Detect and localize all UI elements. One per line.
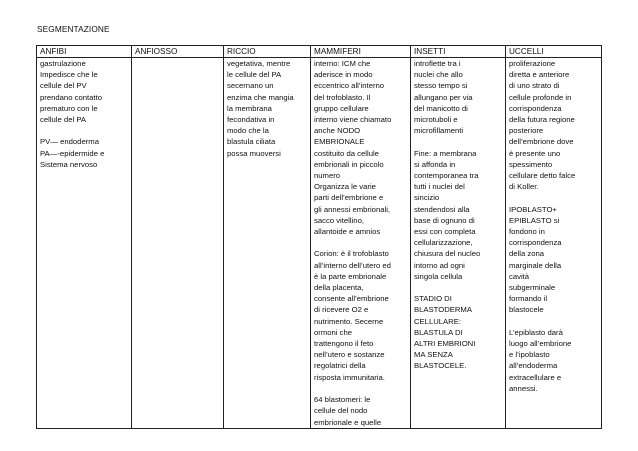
cell-uccelli-text: proliferazione diretta e anteriore di uno strato di cellule profonde in corrispondenza della futura regione posteriore dell’embrione dove è presente uno spessimento cellulare detto falce di Koller. IPOBLASTO+ EPIBLASTO si fondono in corrispondenza della zona marginale della cavità subgerminale formando il blastocele L’epiblasto darà luogo all’embrione e l’ipoblasto all’endoderma extracellulare e annessi. [509,59,576,393]
cell-uccelli [506,58,602,429]
document-title: SEGMENTAZIONE [37,24,110,34]
cell-insetti [411,58,506,429]
table-header-row [37,46,602,58]
table-row [37,58,602,429]
cell-mammiferi [311,58,411,429]
cell-mammiferi-text: interno: ICM che aderisce in modo eccentrico all’interno del trofoblasto. Il gruppo cellulare interno viene chiamato anche NODO EMBRIONALE costituito da cellule embrionali in piccolo numero Organizza le varie parti dell’embrione e gli annessi embrionali, sacco vitellino, allantoide e amnios Corion: è il trofoblasto all’interno dell’utero ed è la parte embrionale della placenta, consente all’embrione di ricevere O2 e nutrimento. Secerne ormoni che trattengono il feto nell’utero e sostanze regolatrici della risposta immunitaria. 64 blastomeri: le cellule del nodo embrionale e quelle [314,59,392,427]
cell-anfibi-text: gastrulazione Impedisce che le cellule del PV prendano contatto prematuro con le cellule del PA PV— endoderma PA—-epidermide e Sistema nervoso [40,59,105,169]
segmentation-table [36,45,602,429]
header-anfiosso: ANFIOSSO [132,46,224,58]
cell-anfibi [37,58,132,429]
cell-riccio [224,58,311,429]
cell-anfiosso [132,58,224,429]
header-riccio: RICCIO [224,46,311,58]
header-insetti: INSETTI [411,46,506,58]
header-anfibi: ANFIBI [37,46,132,58]
header-uccelli: UCCELLI [506,46,602,58]
cell-insetti-text: introflette tra i nuclei che allo stesso tempo si allungano per via del manicotto di microtuboli e microfillamenti Fine: a membrana si affonda in contemporanea tra tutti i nuclei del sincizio stendendosi alla base di ognuno di essi con completa cellularizzazione, chiusura del nucleo intorno ad ogni singola cellula STADIO DI BLASTODERMA CELLULARE: BLASTULA DI ALTRI EMBRIONI MA SENZA BLASTOCELE. [414,59,481,371]
header-mammiferi: MAMMIFERI [311,46,411,58]
cell-riccio-text: vegetativa, mentre le cellule del PA secernano un enzima che mangia la membrana fecondativa in modo che la blastula ciliata possa muoversi [227,59,294,158]
